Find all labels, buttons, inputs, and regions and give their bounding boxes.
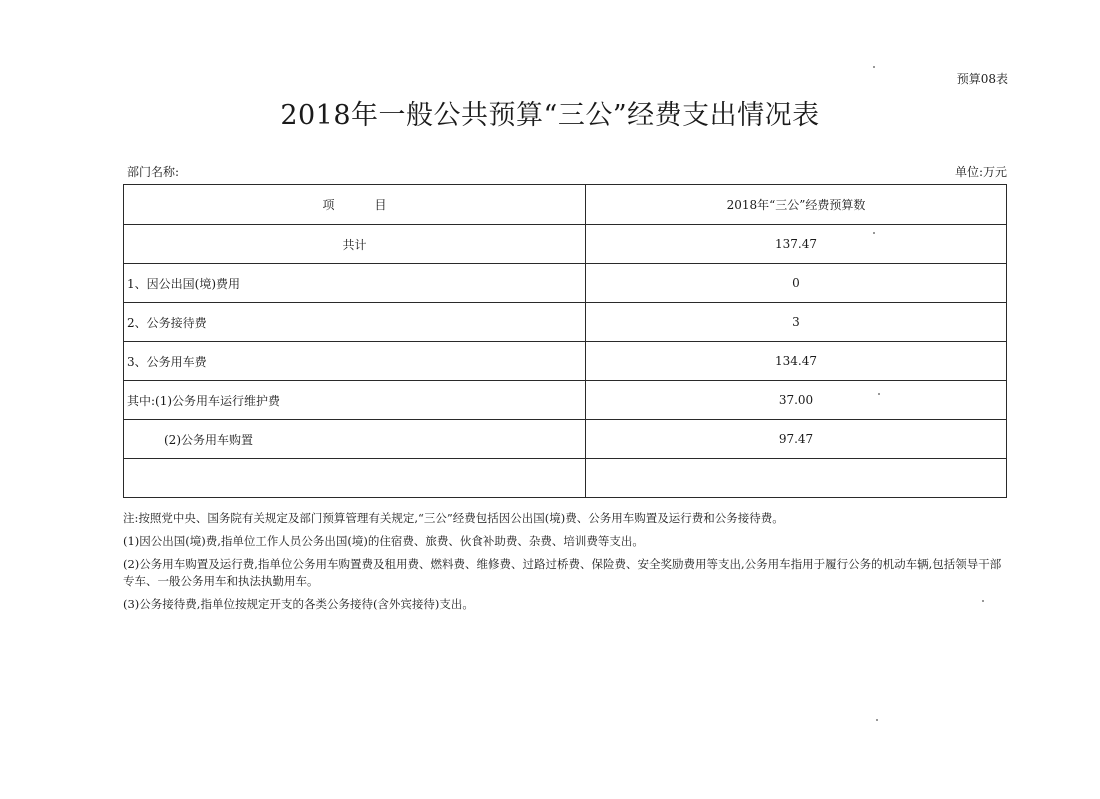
note-item: (1)因公出国(境)费,指单位工作人员公务出国(境)的住宿费、旅费、伙食补助费、杂费、培训费等支出。	[123, 534, 644, 548]
scan-speck	[876, 719, 878, 721]
row-label	[124, 459, 586, 498]
table-row	[124, 420, 1007, 459]
table-row	[124, 303, 1007, 342]
row-value	[586, 459, 1007, 498]
header-amount: 2018年“三公”经费预算数	[586, 185, 1007, 225]
scan-speck	[982, 600, 984, 602]
row-label: (2)公务用车购置	[124, 420, 586, 459]
row-value: 97.47	[586, 420, 1007, 459]
row-label: 2、公务接待费	[124, 303, 586, 342]
table-header-row	[124, 185, 1007, 225]
unit-label: 单位:万元	[954, 165, 1007, 179]
header-item-part1: 项	[322, 198, 335, 212]
page-title: 2018年一般公共预算“三公”经费支出情况表	[280, 100, 820, 131]
header-item	[124, 185, 586, 225]
note-item: (2)公务用车购置及运行费,指单位公务用车购置费及租用费、燃料费、维修费、过路过桥费、保险费、安全奖励费用等支出,公务用车指用于履行公务的机动车辆,包括领导干部专车、一般公务用车和执法执勤用车。	[123, 557, 1002, 588]
notes	[123, 510, 1007, 619]
scan-speck	[873, 66, 875, 68]
row-label: 其中:(1)公务用车运行维护费	[124, 381, 586, 420]
note-item: (3)公务接待费,指单位按规定开支的各类公务接待(含外宾接待)支出。	[123, 597, 474, 611]
note-main: 注:按照党中央、国务院有关规定及部门预算管理有关规定,“三公”经费包括因公出国(境)费、公务用车购置及运行费和公务接待费。	[123, 511, 784, 525]
row-label: 共计	[124, 225, 586, 264]
row-value: 134.47	[586, 342, 1007, 381]
form-code: 预算08表	[956, 72, 1008, 86]
table-row	[124, 264, 1007, 303]
scan-speck	[873, 232, 875, 234]
table-row	[124, 381, 1007, 420]
table-row	[124, 342, 1007, 381]
row-value: 137.47	[586, 225, 1007, 264]
row-value: 3	[586, 303, 1007, 342]
header-item-part2: 目	[374, 198, 387, 212]
table-row	[124, 225, 1007, 264]
row-label: 3、公务用车费	[124, 342, 586, 381]
row-value: 0	[586, 264, 1007, 303]
row-value: 37.00	[586, 381, 1007, 420]
scan-speck	[878, 393, 880, 395]
department-label: 部门名称:	[127, 165, 180, 179]
row-label: 1、因公出国(境)费用	[124, 264, 586, 303]
table-row-empty	[124, 459, 1007, 498]
